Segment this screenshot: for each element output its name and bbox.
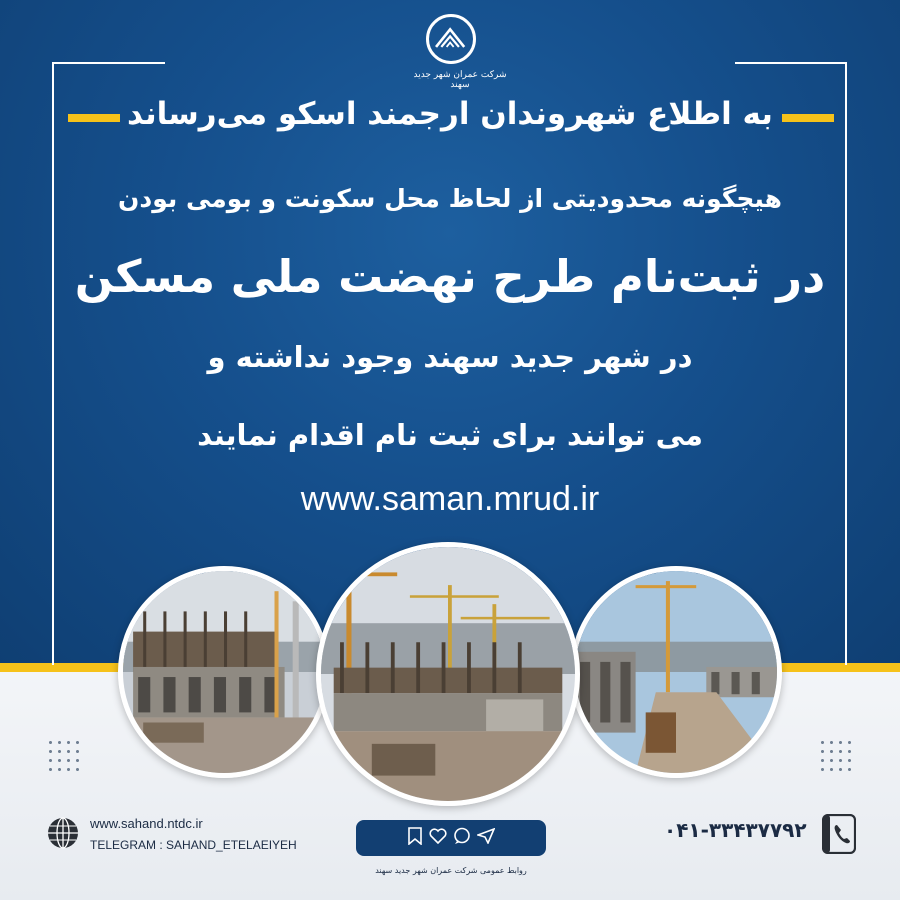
registration-url[interactable]: www.saman.mrud.ir xyxy=(300,480,600,518)
footer-website[interactable]: www.sahand.ntdc.ir xyxy=(90,816,203,831)
phone-icon xyxy=(822,814,856,854)
send-icon[interactable] xyxy=(477,828,495,848)
company-logo-icon xyxy=(426,14,476,64)
globe-icon xyxy=(46,816,80,850)
body-line-2: در ثبت‌نام طرح نهضت ملی مسکن xyxy=(74,250,826,303)
construction-photo-center xyxy=(316,542,580,806)
social-actions-bar xyxy=(356,820,546,856)
body-line-3: در شهر جدید سهند وجود نداشته و xyxy=(207,340,693,374)
dot-pattern-left xyxy=(46,738,82,774)
heart-icon[interactable] xyxy=(429,828,447,848)
construction-photo-right xyxy=(570,566,782,778)
frame-top-right xyxy=(735,62,847,64)
body-line-1: هیچگونه محدودیتی از لحاظ محل سکونت و بومی بودن xyxy=(118,184,782,213)
footer-telegram[interactable]: TELEGRAM : SAHAND_ETELAEIYEH xyxy=(90,838,297,852)
body-line-4: می توانند برای ثبت نام اقدام نمایند xyxy=(197,418,703,452)
frame-top-left xyxy=(52,62,165,64)
company-logo xyxy=(413,12,507,90)
bookmark-icon[interactable] xyxy=(407,827,423,849)
headline: به اطلاع شهروندان ارجمند اسکو می‌رساند xyxy=(127,96,773,132)
public-relations-caption: روابط عمومی شرکت عمران شهر جدید سهند xyxy=(375,866,527,875)
dot-pattern-right xyxy=(818,738,854,774)
logo-caption: شرکت عمران شهر جدید سهند xyxy=(413,70,507,90)
phone-number[interactable]: ۰۴۱-۳۳۴۳۷۷۹۲ xyxy=(664,818,807,842)
construction-photo-left xyxy=(118,566,330,778)
comment-icon[interactable] xyxy=(453,827,471,849)
